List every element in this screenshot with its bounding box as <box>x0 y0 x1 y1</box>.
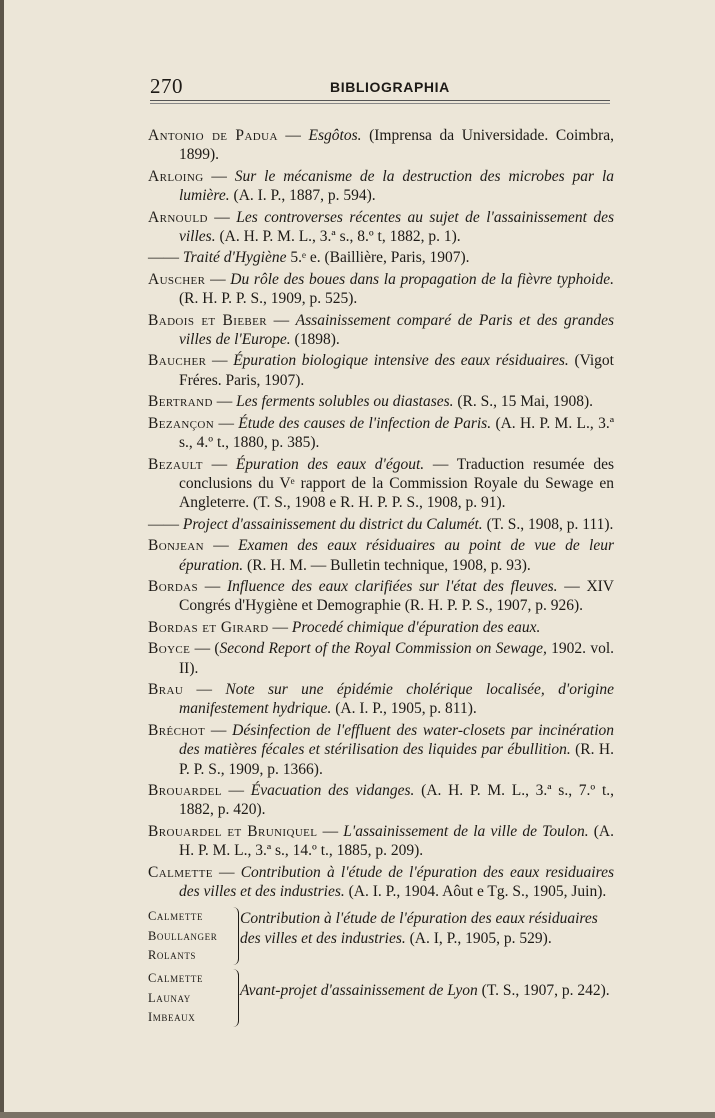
bibliography-entry <box>148 311 614 350</box>
bibliography-entry <box>148 515 614 534</box>
entry-author: Bréchot <box>148 721 206 739</box>
entry-author: Antonio de Padua <box>148 127 278 144</box>
entry-citation: (Vigot Fréres. Paris, 1907). <box>179 352 614 389</box>
header-rule <box>150 100 610 101</box>
joint-authors-entry <box>148 907 614 969</box>
entry-title: Du rôle des boues dans la propagation de la fièvre typhoide. <box>230 270 614 288</box>
entry-author: Brouardel et Bruniquel <box>148 822 318 840</box>
bibliography-entry <box>148 536 614 575</box>
entry-separator: — <box>317 822 344 840</box>
entry-separator: — <box>221 782 251 799</box>
entry-separator: — <box>183 680 226 698</box>
entry-citation: (A. I. P., 1905, p. 811). <box>331 700 477 718</box>
entry-author: Bezault <box>148 455 203 473</box>
entry-separator: — <box>205 721 233 739</box>
bibliography-entry <box>148 392 614 411</box>
entry-separator: — <box>214 414 239 432</box>
bibliography-entry <box>148 208 614 247</box>
page-number: 270 <box>150 74 183 98</box>
entry-separator: — <box>206 352 234 370</box>
entry-separator: — <box>212 863 241 881</box>
entry-title: Contribution à l'étude de l'épuration des eaux residuaires des villes et des industries. <box>179 863 614 901</box>
entry-title: Épuration des eaux d'égout. <box>235 455 425 473</box>
page-edge-bottom <box>0 1112 715 1118</box>
entry-separator: — <box>205 270 231 288</box>
entry-citation: (A. I. P., 1887, p. 594). <box>229 187 376 205</box>
entry-title: L'assainissement de la ville de Toulon. <box>343 822 589 840</box>
bibliography-entry <box>148 639 614 678</box>
entry-title: Traité d'Hygiène <box>182 249 287 267</box>
bibliography-entry <box>148 781 614 820</box>
entry-citation: (T. S., 1908, p. 111). <box>482 515 614 533</box>
entry-citation: — XIV Congrés d'Hygiène et Demographie (R. H. P. P. S., 1907, p. 926). <box>179 577 614 615</box>
joint-entry-text <box>240 981 614 1001</box>
entry-author: Arnould <box>148 208 208 226</box>
entry-separator: — <box>267 311 296 329</box>
entry-author: Brouardel <box>148 782 222 799</box>
entry-author: Launay <box>148 990 191 1005</box>
entry-title: Examen des eaux résiduaires au point de vue de leur épuration. <box>179 537 615 574</box>
entry-title: Avant-projet d'assainissement de Lyon <box>240 982 478 1000</box>
entry-title: Désinfection de l'effluent des water-closets par incinération des matières fécales et stérilisation des liquides par ébullition. <box>179 721 614 759</box>
header-rule-secondary <box>150 103 610 104</box>
entry-author: Calmette <box>148 971 204 986</box>
entry-separator: — <box>202 455 236 473</box>
entry-title: Second Report of the Royal Commission on Sewage, <box>219 640 547 658</box>
curly-brace <box>230 969 239 1027</box>
entry-author: Bezançon <box>148 414 215 432</box>
page-header <box>150 70 610 100</box>
entry-separator: — <box>277 127 309 144</box>
bibliography-entry <box>148 618 614 637</box>
entry-separator: — <box>198 577 227 595</box>
bibliography-entry <box>148 455 614 513</box>
entry-citation: (A. I, P., 1905, p. 529). <box>405 930 552 948</box>
page-edge-left <box>0 0 4 1118</box>
entry-separator: — <box>207 208 237 226</box>
entry-author: Badois et Bieber <box>148 311 268 329</box>
entry-author: Bonjean <box>148 537 204 555</box>
entry-author: Bordas et Girard <box>148 618 269 636</box>
entry-title: Influence des eaux clarifiées sur l'état des fleuves. <box>226 577 558 595</box>
joint-authors-entry <box>148 969 614 1031</box>
entry-separator: — <box>203 537 239 555</box>
author-stack <box>148 969 234 1028</box>
bibliography-entry <box>148 721 614 779</box>
entry-title: Évacuation des vidanges. <box>250 782 415 799</box>
entry-citation: (R. H. P. P. S., 1909, p. 525). <box>179 290 358 308</box>
entry-title: Épuration biologique intensive des eaux résiduaires. <box>233 352 569 370</box>
entry-citation: (1898). <box>290 331 340 349</box>
bibliography-list <box>148 126 614 1031</box>
entry-citation: (R. S., 15 Mai, 1908). <box>453 393 594 411</box>
bibliography-entry <box>148 577 614 616</box>
entry-title: Contribution à l'étude de l'épuration des eaux résiduaires des villes et des industries. <box>240 910 598 948</box>
bibliography-entry <box>148 270 614 309</box>
bibliography-entry <box>148 863 614 902</box>
entry-author: Boullanger <box>148 928 218 943</box>
entry-separator: — <box>203 167 235 185</box>
bibliography-entry <box>148 167 614 206</box>
bibliography-entry <box>148 126 614 165</box>
running-head: BIBLIOGRAPHIA <box>330 79 450 95</box>
entry-citation: 5.ᵉ e. (Baillière, Paris, 1907). <box>286 249 470 267</box>
entry-citation: (R. H. P. P. S., 1909, p. 1366). <box>179 741 614 778</box>
entry-author: Brau <box>148 680 184 698</box>
entry-title: Assainissement comparé de Paris et des grandes villes de l'Europe. <box>179 311 614 349</box>
entry-title: Les controverses récentes au sujet de l'assainissement des villes. <box>179 208 614 246</box>
entry-citation: (A. H. P. M. L., 3.ª s., 7.º t., 1882, p. 420). <box>179 782 615 819</box>
ditto-dash: —— <box>148 515 183 533</box>
entry-separator: — <box>212 393 237 411</box>
entry-citation: (A. H. P. M. L., 3.ª s., 8.º t, 1882, p. 1). <box>215 228 461 246</box>
entry-author: Calmette <box>148 909 204 924</box>
entry-title: Sur le mécanisme de la destruction des microbes par la lumière. <box>179 167 614 205</box>
entry-title: Étude des causes de l'infection de Paris. <box>238 414 492 432</box>
entry-author: Auscher <box>148 270 206 288</box>
entry-author: Boyce <box>148 640 191 658</box>
entry-title: Note sur une épidémie cholérique localisée, d'origine manifestement hydrique. <box>179 680 614 718</box>
entry-title: Project d'assainissement du district du Calumét. <box>182 515 483 533</box>
curly-brace <box>230 907 239 965</box>
entry-author: Arloing <box>148 167 204 185</box>
entry-citation: (A. H. P. M. L., 3.ª s., 4.º t., 1880, p. 385). <box>179 414 615 452</box>
entry-author: Calmette <box>148 863 213 881</box>
bibliography-entry <box>148 414 614 453</box>
bibliography-entry <box>148 822 614 861</box>
entry-citation: 1902. vol. II). <box>179 640 615 677</box>
entry-author: Baucher <box>148 352 207 370</box>
entry-title: Procedé chimique d'épuration des eaux. <box>291 618 541 636</box>
entry-author: Bordas <box>148 577 199 595</box>
entry-citation: (R. H. M. — Bulletin technique, 1908, p. 93). <box>243 556 531 574</box>
entry-author: Bertrand <box>148 393 213 411</box>
ditto-dash: —— <box>148 249 183 267</box>
entry-citation: (A. I. P., 1904. Aôut e Tg. S., 1905, Juin). <box>344 883 607 901</box>
entry-author: Rolants <box>148 948 197 963</box>
entry-separator: — <box>268 618 292 636</box>
author-stack <box>148 907 234 966</box>
entry-author: Imbeaux <box>148 1010 196 1025</box>
entry-title: Esgôtos. <box>308 127 362 144</box>
bibliography-entry <box>148 351 614 390</box>
entry-separator: — ( <box>190 640 220 658</box>
joint-entry-text <box>240 909 614 949</box>
bibliography-entry <box>148 248 614 267</box>
entry-title: Les ferments solubles ou diastases. <box>236 393 454 411</box>
entry-citation: — Traduction resumée des conclusions du Vᵉ rapport de la Commission Royale du Sewage en Angleterre. (T. S., 1908 e R. H. P. P. S., 1908, p. 91). <box>179 455 614 512</box>
entry-citation: (T. S., 1907, p. 242). <box>477 982 610 1000</box>
bibliography-entry <box>148 680 614 719</box>
entry-citation: (A. H. P. M. L., 3.ª s., 14.º t., 1885, p. 209). <box>179 822 615 860</box>
entry-citation: (Imprensa da Universidade. Coimbra, 1899). <box>179 127 614 164</box>
